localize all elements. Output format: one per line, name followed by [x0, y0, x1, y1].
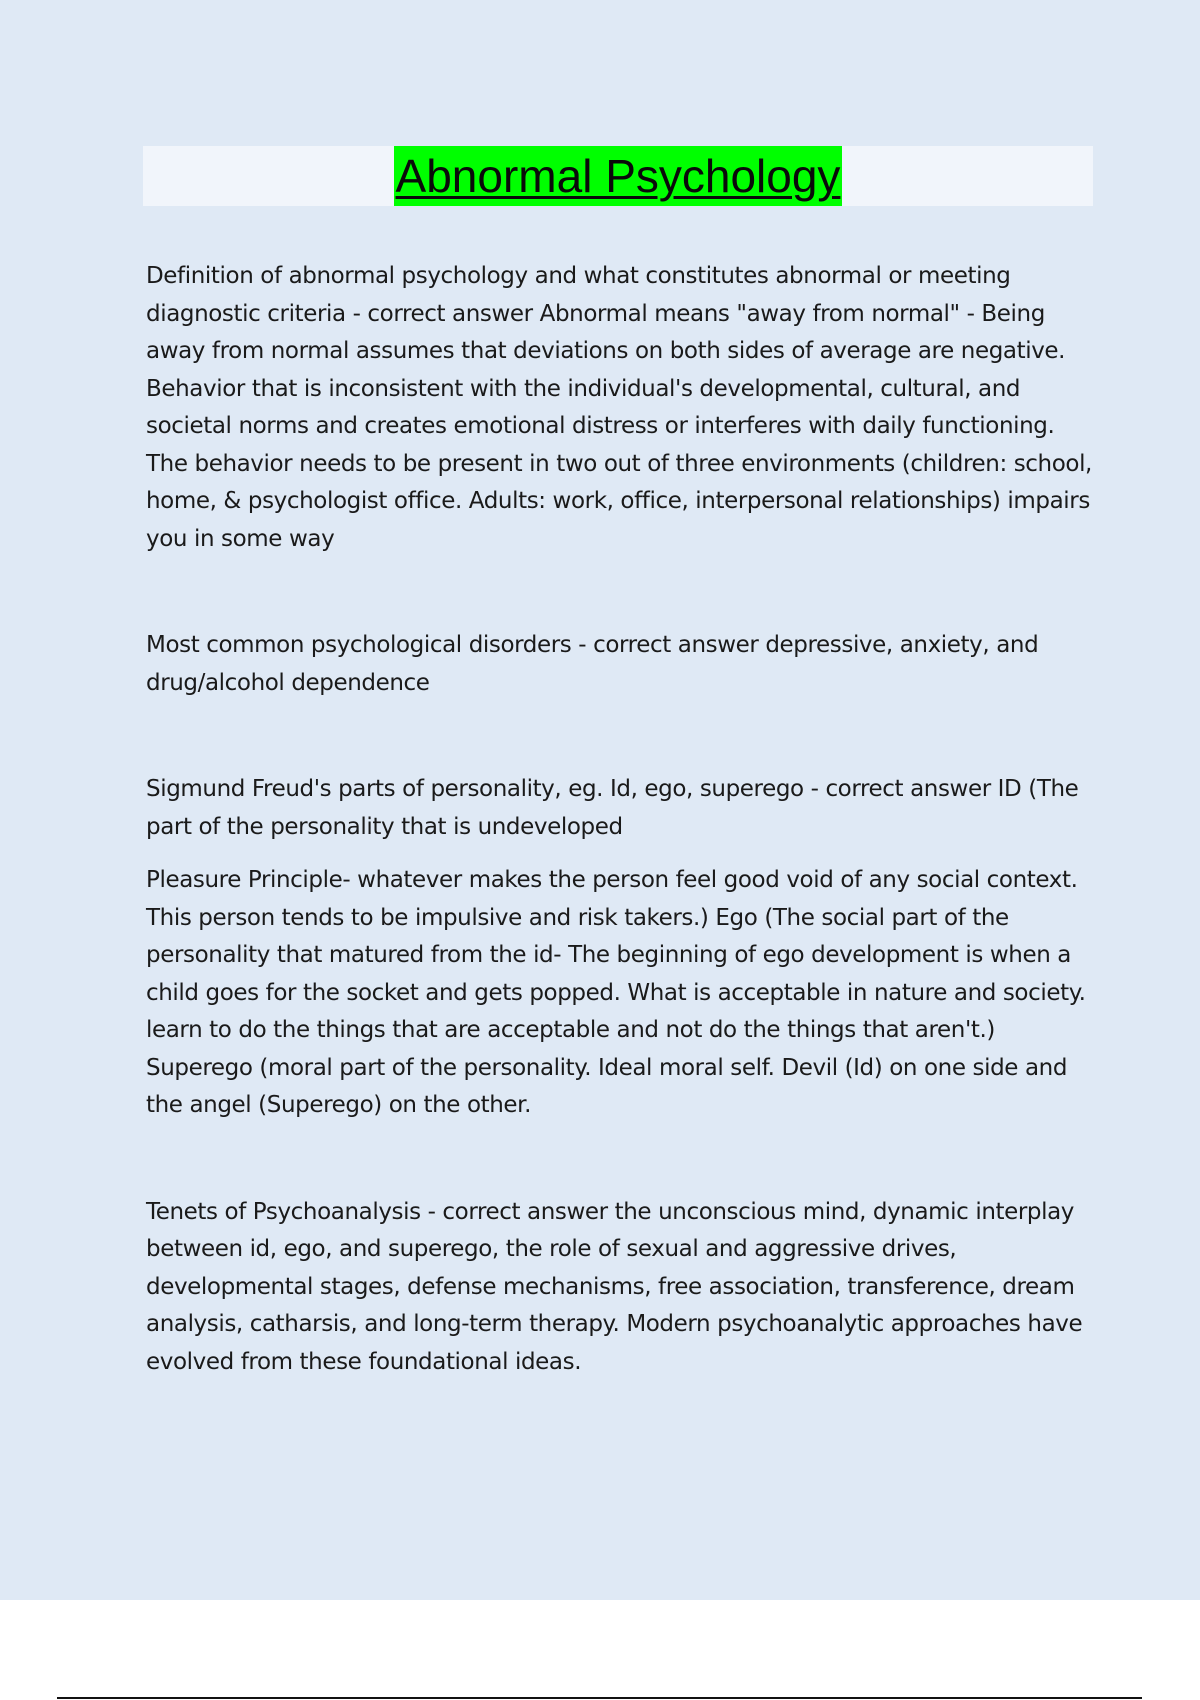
paragraph-common-disorders: Most common psychological disorders - correct answer depressive, anxiety, and drug/alcohol dependence — [146, 632, 1039, 696]
title-bar — [143, 146, 1093, 206]
document-title: Abnormal Psychology — [394, 146, 843, 206]
paragraph-freud-parts: Sigmund Freud's parts of personality, eg. Id, ego, superego - correct answer ID (The part of the personality that is undeveloped — [146, 776, 1079, 840]
paragraph-pleasure-principle: Pleasure Principle- whatever makes the person feel good void of any social context. This person tends to be impulsive and risk takers.) Ego (The social part of the personality that matured from the id- The beginning of ego development is when a child goes for the socket and gets popped. What is acceptable in nature and society. learn to do the things that are acceptable and not do the things that aren't.) Superego (moral part of the personality. Ideal moral self. Devil (Id) on one side and the angel (Superego) on the other. — [146, 867, 1086, 1118]
paragraph-psychoanalysis-tenets: Tenets of Psychoanalysis - correct answer the unconscious mind, dynamic interplay between id, ego, and superego, the role of sexual and aggressive drives, developmental stages, defense mechanisms, free association, transference, dream analysis, catharsis, and long-term therapy. Modern psychoanalytic approaches have evolved from these foundational ideas. — [146, 1198, 1083, 1375]
paragraph-definition: Definition of abnormal psychology and what constitutes abnormal or meeting diagnostic criteria - correct answer Abnormal means "away from normal" - Being away from normal assumes that deviations on both sides of average are negative. Behavior that is inconsistent with the individual's developmental, cultural, and societal norms and creates emotional distress or interferes with daily functioning. The behavior needs to be present in two out of three environments (children: school, home, & psychologist office. Adults: work, office, interpersonal relationships) impairs you in some way — [146, 263, 1092, 552]
footer-divider — [57, 1697, 1142, 1699]
document-body — [146, 258, 1096, 1381]
